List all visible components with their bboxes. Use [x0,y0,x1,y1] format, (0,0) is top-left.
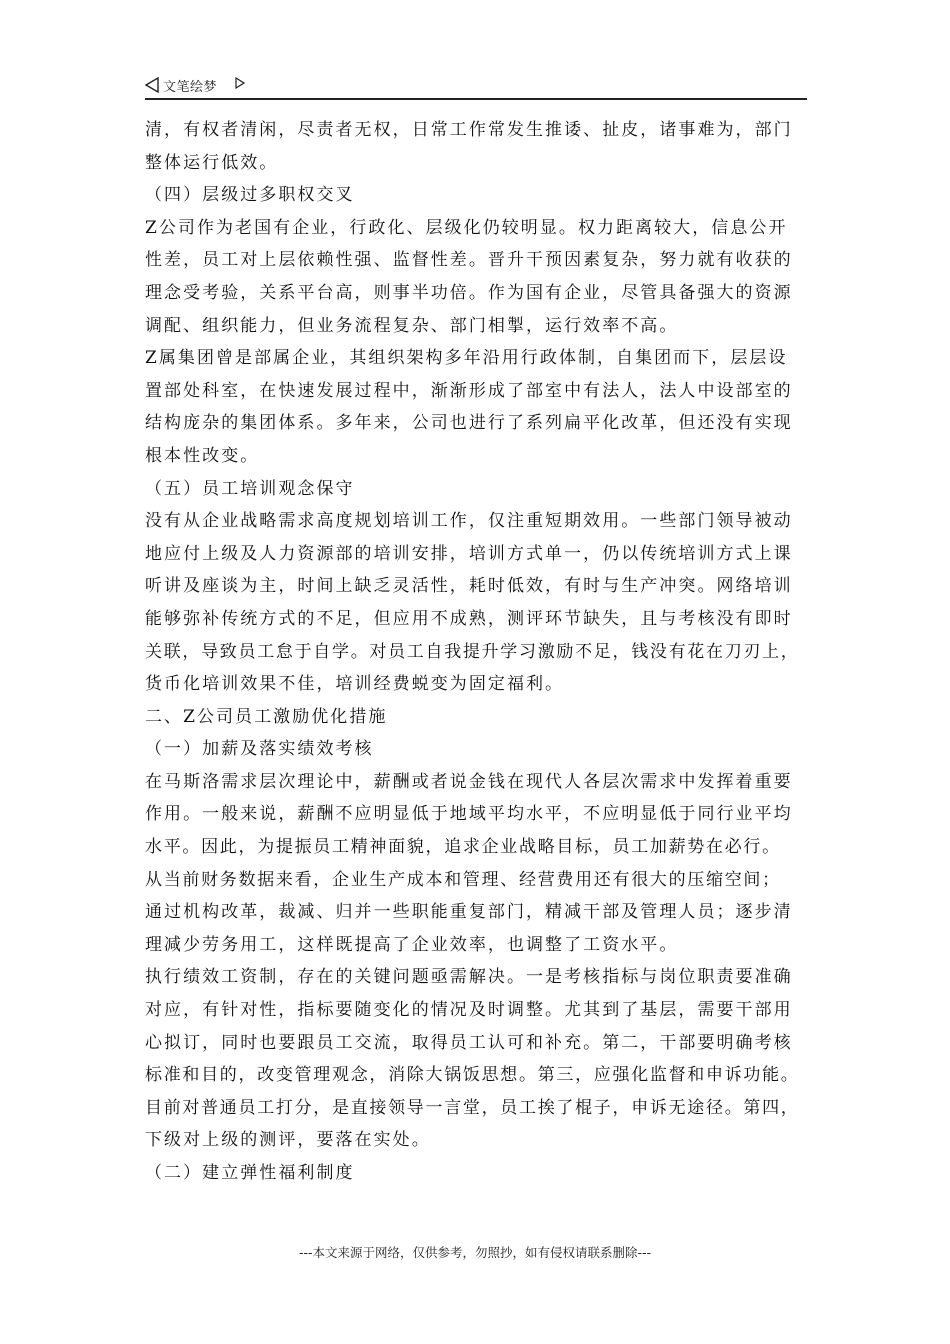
text-line: 调配、组织能力，但业务流程复杂、部门相掣，运行效率不高。 [145,315,679,336]
text-line: 通过机构改革，裁减、归并一些职能重复部门，精减干部及管理人员；逐步清 [145,902,793,923]
page-footer: ---本文来源于网络，仅供参考，勿照抄，如有侵权请联系删除--- [298,1245,652,1260]
text-line: 没有从企业战略需求高度规划培训工作，仅注重短期效用。一些部门领导被动 [145,511,793,532]
text-line: 置部处科室，在快速发展过程中，渐渐形成了部室中有法人，法人中设部室的 [145,380,793,401]
text-line: Z公司作为老国有企业，行政化、层级化仍较明显。权力距离较大，信息公开 [145,217,788,238]
text-line: 作用。一般来说，薪酬不应明显低于地域平均水平，不应明显低于同行业平均 [145,804,793,825]
section-heading: 二、Z公司员工激励优化措施 [145,706,388,727]
text-line: 结构庞杂的集团体系。多年来，公司也进行了系列扁平化改革，但还没有实现 [145,413,793,434]
text-line: 理减少劳务用工，这样既提高了企业效率，也调整了工资水平。 [145,934,679,955]
triangle-right-icon [235,77,245,89]
section-heading: （四）层级过多职权交叉 [145,185,355,206]
text-line: 执行绩效工资制，存在的关键问题亟需解决。一是考核指标与岗位职责要准确 [145,967,793,988]
triangle-left-icon [145,77,159,93]
text-line: 货币化培训效果不佳，培训经费蜕变为固定福利。 [145,674,565,695]
text-line: 对应，有针对性，指标要随变化的情况及时调整。尤其到了基层，需要干部用 [145,1000,793,1021]
section-heading: （五）员工培训观念保守 [145,478,355,499]
text-line: 整体运行低效。 [145,152,279,173]
text-line: 心拟订，同时也要跟员工交流，取得员工认可和补充。第二，干部要明确考核 [145,1032,793,1053]
text-line: 性差，员工对上层依赖性强、监督性差。晋升干预因素复杂，努力就有收获的 [145,250,793,271]
text-line: 地应付上级及人力资源部的培训安排，培训方式单一，仍以传统培训方式上课 [145,543,793,564]
document-body [145,116,810,1192]
header-title: 文笔绘梦 [163,80,218,95]
text-line: 标准和目的，改变管理观念，消除大锅饭思想。第三，应强化监督和申诉功能。 [145,1065,800,1086]
section-heading: （一）加薪及落实绩效考核 [145,739,374,760]
page-header [145,74,807,100]
text-line: 清，有权者清闲，尽责者无权，日常工作常发生推诿、扯皮，诸事难为，部门 [145,120,793,140]
text-line: 根本性改变。 [145,445,260,466]
text-line: 目前对普通员工打分，是直接领导一言堂，员工挨了棍子，申诉无途径。第四， [145,1097,800,1118]
text-line: 关联，导致员工怠于自学。对员工自我提升学习激励不足，钱没有花在刀刃上， [145,641,800,662]
text-line: 从当前财务数据来看，企业生产成本和管理、经营费用还有很大的压缩空间； [145,869,781,890]
text-line: 理念受考验，关系平台高，则事半功倍。作为国有企业，尽管具备强大的资源 [145,282,793,303]
text-line: 听讲及座谈为主，时间上缺乏灵活性，耗时低效，有时与生产冲突。网络培训 [145,576,793,597]
text-line: Z属集团曾是部属企业，其组织架构多年沿用行政体制，自集团而下，层层设 [145,348,788,369]
text-line: 在马斯洛需求层次理论中，薪酬或者说金钱在现代人各层次需求中发挥着重要 [145,771,793,792]
text-line: 下级对上级的测评，要落在实处。 [145,1130,431,1151]
text-line: 水平。因此，为提振员工精神面貌，追求企业战略目标，员工加薪势在必行。 [145,837,781,858]
text-line: 能够弥补传统方式的不足，但应用不成熟，测评环节缺失，且与考核没有即时 [145,608,793,629]
section-heading: （二）建立弹性福利制度 [145,1163,355,1183]
